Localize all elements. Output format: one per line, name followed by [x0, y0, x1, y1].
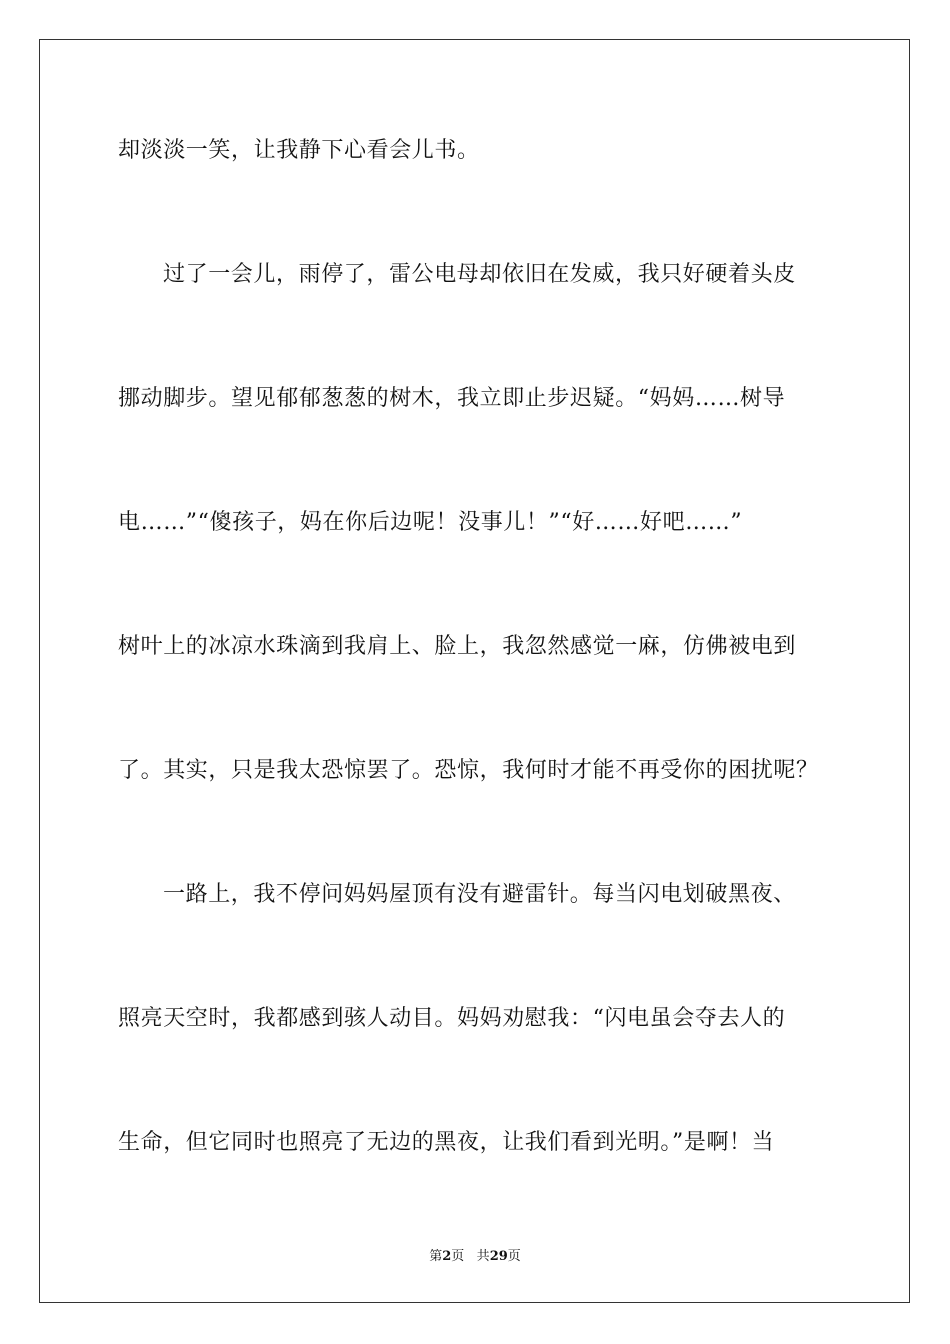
text-line: 了。其实，只是我太恐惊罢了。恐惊，我何时才能不再受你的困扰呢？ [118, 758, 819, 783]
paragraph-start-line: 一路上，我不停问妈妈屋顶有没有避雷针。每当闪电划破黑夜、 [163, 882, 796, 907]
page-border [39, 39, 910, 1303]
page-current: 2 [442, 1249, 452, 1264]
total-prefix: 共 [476, 1249, 490, 1264]
text-line: 电……”“傻孩子，妈在你后边呢！没事儿！”“好……好吧……” [118, 510, 743, 535]
page-footer [0, 1248, 950, 1266]
text-line: 树叶上的冰凉水珠滴到我肩上、脸上，我忽然感觉一麻，仿佛被电到 [118, 634, 797, 659]
page-suffix: 页 [451, 1249, 465, 1264]
text-line: 挪动脚步。望见郁郁葱葱的树木，我立即止步迟疑。“妈妈……树导 [118, 386, 786, 411]
page-prefix: 第 [429, 1249, 443, 1264]
text-line: 生命，但它同时也照亮了无边的黑夜，让我们看到光明。”是啊！当 [118, 1130, 775, 1155]
paragraph-start-line: 过了一会儿，雨停了，雷公电母却依旧在发威，我只好硬着头皮 [163, 262, 796, 287]
total-suffix: 页 [507, 1249, 521, 1264]
text-line: 照亮天空时，我都感到骇人动目。妈妈劝慰我：“闪电虽会夺去人的 [118, 1006, 786, 1031]
page-total: 29 [489, 1249, 508, 1264]
text-line: 却淡淡一笑，让我静下心看会儿书。 [118, 138, 480, 163]
